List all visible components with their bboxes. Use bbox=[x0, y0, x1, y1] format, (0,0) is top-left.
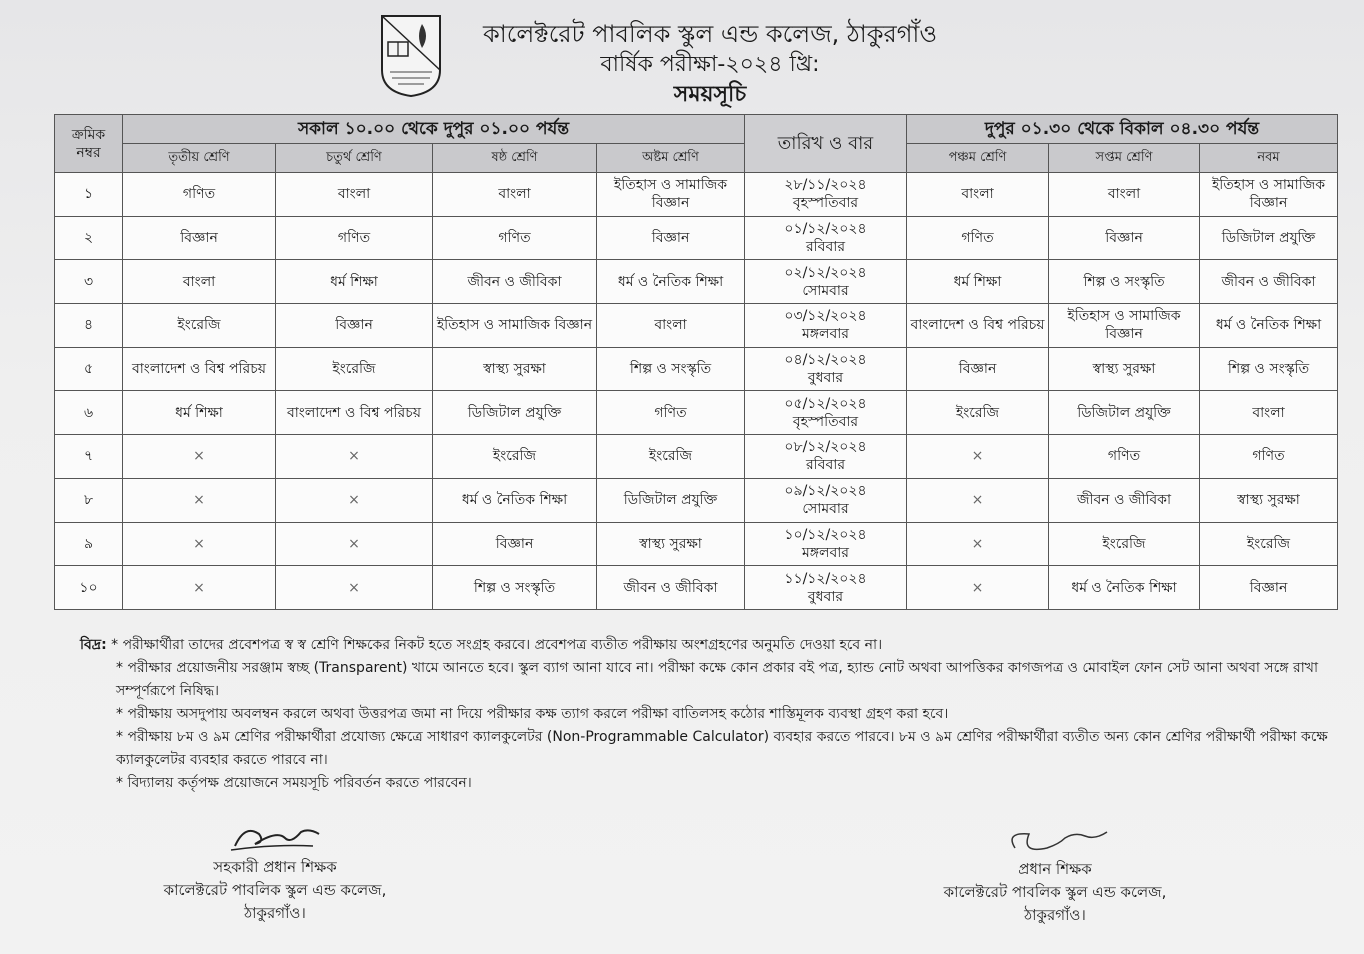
exam-day: বৃহস্পতিবার bbox=[792, 195, 859, 212]
subject-cell: জীবন ও জীবিকা bbox=[1200, 260, 1338, 304]
class-header: পঞ্চম শ্রেণি bbox=[907, 144, 1049, 173]
subject-cell: জীবন ও জীবিকা bbox=[1049, 478, 1200, 522]
subject-cell: ধর্ম শিক্ষা bbox=[123, 391, 276, 435]
subject-cell: ডিজিটাল প্রযুক্তি bbox=[597, 478, 745, 522]
subject-cell: ইংরেজি bbox=[1049, 522, 1200, 566]
subject-cell: গণিত bbox=[907, 216, 1049, 260]
subject-cell: শিল্প ও সংস্কৃতি bbox=[433, 566, 597, 610]
date-cell bbox=[745, 304, 907, 348]
subject-cell: জীবন ও জীবিকা bbox=[597, 566, 745, 610]
subject-cell: × bbox=[276, 435, 433, 479]
signatory-org: কালেক্টরেট পাবলিক স্কুল এন্ড কলেজ, bbox=[943, 883, 1167, 901]
serial-cell: ৩ bbox=[55, 260, 123, 304]
subject-cell: ইংরেজি bbox=[433, 435, 597, 479]
exam-day: সোমবার bbox=[802, 282, 849, 299]
date-header: তারিখ ও বার bbox=[745, 115, 907, 173]
note-item: * বিদ্যালয় কর্তৃপক্ষ প্রয়োজনে সময়সূচি পরিবর্তন করতে পারবেন। bbox=[116, 775, 472, 791]
exam-day: মঙ্গলবার bbox=[801, 326, 850, 343]
title-block bbox=[440, 18, 980, 110]
subject-cell: × bbox=[276, 478, 433, 522]
schedule-row bbox=[55, 260, 1338, 304]
subject-cell: বিজ্ঞান bbox=[433, 522, 597, 566]
date-cell bbox=[745, 566, 907, 610]
subject-cell: শিল্প ও সংস্কৃতি bbox=[597, 347, 745, 391]
subject-cell: ইতিহাস ও সামাজিক বিজ্ঞান bbox=[1049, 304, 1200, 348]
subject-cell: ডিজিটাল প্রযুক্তি bbox=[1049, 391, 1200, 435]
class-header: অষ্টম শ্রেণি bbox=[597, 144, 745, 173]
exam-date: ১১/১২/২০২৪ bbox=[784, 570, 867, 587]
subject-cell: গণিত bbox=[1049, 435, 1200, 479]
subject-cell: বাংলাদেশ ও বিশ্ব পরিচয় bbox=[907, 304, 1049, 348]
subject-cell: বিজ্ঞান bbox=[907, 347, 1049, 391]
date-cell bbox=[745, 391, 907, 435]
subject-cell: শিল্প ও সংস্কৃতি bbox=[1049, 260, 1200, 304]
exam-day: বৃহস্পতিবার bbox=[792, 413, 859, 430]
assistant-head-signature-block bbox=[150, 820, 400, 925]
subject-cell: স্বাস্থ্য সুরক্ষা bbox=[597, 522, 745, 566]
subject-cell: × bbox=[907, 435, 1049, 479]
subject-cell: ইতিহাস ও সামাজিক বিজ্ঞান bbox=[597, 173, 745, 217]
subject-cell: ইতিহাস ও সামাজিক বিজ্ঞান bbox=[433, 304, 597, 348]
afternoon-session-header: দুপুর ০১.৩০ থেকে বিকাল ০৪.৩০ পর্যন্ত bbox=[907, 115, 1338, 144]
signatory-place: ঠাকুরগাঁও। bbox=[1024, 906, 1086, 924]
subject-cell: বাংলাদেশ ও বিশ্ব পরিচয় bbox=[276, 391, 433, 435]
subject-cell: ইংরেজি bbox=[123, 304, 276, 348]
signatory-title: প্রধান শিক্ষক bbox=[1018, 860, 1092, 878]
date-cell bbox=[745, 478, 907, 522]
exam-day: রবিবার bbox=[805, 457, 846, 474]
notes-section bbox=[80, 634, 1330, 795]
date-cell bbox=[745, 260, 907, 304]
notes-label: বিদ্র: bbox=[80, 637, 107, 653]
subject-cell: শিল্প ও সংস্কৃতি bbox=[1200, 347, 1338, 391]
subject-cell: × bbox=[123, 435, 276, 479]
serial-cell: ৪ bbox=[55, 304, 123, 348]
date-cell bbox=[745, 435, 907, 479]
subject-cell: ডিজিটাল প্রযুক্তি bbox=[1200, 216, 1338, 260]
note-item: * পরীক্ষায় ৮ম ও ৯ম শ্রেণির পরীক্ষার্থীরা প্রযোজ্য ক্ষেত্রে সাধারণ ক্যালকুলেটর (Non-Programmable Calculator) ব্যবহার করতে পারবে। ৮ম ও ৯ম শ্রেণির পরীক্ষার্থীরা ব্যতীত অন্য কোন শ্রেণির পরীক্ষার্থী পরীক্ষা কক্ষে ক্যালকুলেটর ব্যবহার করতে পারবে না। bbox=[116, 729, 1328, 768]
head-teacher-signature-block bbox=[930, 826, 1180, 927]
subject-cell: × bbox=[123, 566, 276, 610]
serial-cell: ১ bbox=[55, 173, 123, 217]
subject-cell: বাংলা bbox=[1200, 391, 1338, 435]
subject-cell: × bbox=[123, 522, 276, 566]
subject-cell: গণিত bbox=[597, 391, 745, 435]
subject-cell: × bbox=[276, 566, 433, 610]
subject-cell: বাংলা bbox=[597, 304, 745, 348]
signature-mark bbox=[215, 820, 335, 856]
note-item: * পরীক্ষায় অসদুপায় অবলম্বন করলে অথবা উত্তরপত্র জমা না দিয়ে পরীক্ষার কক্ষ ত্যাগ করলে পরীক্ষা বাতিলসহ কঠোর শাস্তিমূলক ব্যবস্থা গ্রহণ করা হবে। bbox=[116, 706, 949, 722]
exam-schedule-table bbox=[54, 114, 1338, 610]
signatory-place: ঠাকুরগাঁও। bbox=[244, 904, 306, 922]
note-item bbox=[80, 634, 1330, 657]
subject-cell: স্বাস্থ্য সুরক্ষা bbox=[433, 347, 597, 391]
schedule-row bbox=[55, 216, 1338, 260]
subject-cell: বিজ্ঞান bbox=[597, 216, 745, 260]
exam-date: ০৫/১২/২০২৪ bbox=[784, 395, 867, 412]
date-cell bbox=[745, 173, 907, 217]
note-text: * পরীক্ষার্থীরা তাদের প্রবেশপত্র স্ব স্ব শ্রেণি শিক্ষকের নিকট হতে সংগ্রহ করবে। প্রবেশপত্র ব্যতীত পরীক্ষায় অংশগ্রহণের অনুমতি দেওয়া হবে না। bbox=[111, 637, 883, 653]
subject-cell: বিজ্ঞান bbox=[276, 304, 433, 348]
exam-day: সোমবার bbox=[802, 501, 849, 518]
schedule-body bbox=[55, 173, 1338, 610]
exam-date: ০৩/১২/২০২৪ bbox=[784, 308, 867, 325]
exam-day: বুধবার bbox=[807, 370, 844, 387]
subject-cell: বিজ্ঞান bbox=[123, 216, 276, 260]
date-cell bbox=[745, 216, 907, 260]
subject-cell: গণিত bbox=[1200, 435, 1338, 479]
exam-day: বুধবার bbox=[807, 588, 844, 605]
subject-cell: বাংলা bbox=[907, 173, 1049, 217]
exam-day: মঙ্গলবার bbox=[801, 544, 850, 561]
schedule-row bbox=[55, 478, 1338, 522]
document-header bbox=[0, 6, 1364, 116]
morning-session-header: সকাল ১০.০০ থেকে দুপুর ০১.০০ পর্যন্ত bbox=[123, 115, 745, 144]
schedule-row bbox=[55, 173, 1338, 217]
subject-cell: বাংলা bbox=[276, 173, 433, 217]
serial-cell: ৬ bbox=[55, 391, 123, 435]
subject-cell: ইংরেজি bbox=[907, 391, 1049, 435]
subject-cell: গণিত bbox=[433, 216, 597, 260]
serial-cell: ২ bbox=[55, 216, 123, 260]
subject-cell: ধর্ম শিক্ষা bbox=[276, 260, 433, 304]
exam-date: ০২/১২/২০২৪ bbox=[784, 264, 867, 281]
class-header: তৃতীয় শ্রেণি bbox=[123, 144, 276, 173]
serial-cell: ৯ bbox=[55, 522, 123, 566]
exam-title: বার্ষিক পরীক্ষা-২০২৪ খ্রি: bbox=[600, 52, 820, 77]
exam-date: ০৯/১২/২০২৪ bbox=[784, 483, 867, 500]
schedule-title: সময়সূচি bbox=[673, 82, 747, 107]
subject-cell: ধর্ম শিক্ষা bbox=[907, 260, 1049, 304]
subject-cell: ধর্ম ও নৈতিক শিক্ষা bbox=[597, 260, 745, 304]
exam-date: ২৮/১১/২০২৪ bbox=[784, 177, 867, 194]
class-header: চতুর্থ শ্রেণি bbox=[276, 144, 433, 173]
date-cell bbox=[745, 347, 907, 391]
subject-cell: ধর্ম ও নৈতিক শিক্ষা bbox=[1049, 566, 1200, 610]
school-logo bbox=[378, 12, 444, 98]
serial-cell: ১০ bbox=[55, 566, 123, 610]
exam-date: ০১/১২/২০২৪ bbox=[784, 221, 867, 238]
subject-cell: ডিজিটাল প্রযুক্তি bbox=[433, 391, 597, 435]
signatory-org: কালেক্টরেট পাবলিক স্কুল এন্ড কলেজ, bbox=[163, 881, 387, 899]
subject-cell: বাংলাদেশ ও বিশ্ব পরিচয় bbox=[123, 347, 276, 391]
subject-cell: স্বাস্থ্য সুরক্ষা bbox=[1200, 478, 1338, 522]
serial-cell: ৫ bbox=[55, 347, 123, 391]
school-name: কালেক্টরেট পাবলিক স্কুল এন্ড কলেজ, ঠাকুরগাঁও bbox=[482, 20, 938, 48]
subject-cell: ইংরেজি bbox=[597, 435, 745, 479]
signatory-title: সহকারী প্রধান শিক্ষক bbox=[213, 858, 337, 876]
subject-cell: × bbox=[276, 522, 433, 566]
class-header: নবম bbox=[1200, 144, 1338, 173]
schedule-row bbox=[55, 522, 1338, 566]
subject-cell: × bbox=[907, 566, 1049, 610]
note-item: * পরীক্ষার প্রয়োজনীয় সরঞ্জাম স্বচ্ছ (Transparent) খামে আনতে হবে। স্কুল ব্যাগ আনা যাবে না। পরীক্ষা কক্ষে কোন প্রকার বই পত্র, হ্যান্ড নোট অথবা আপত্তিকর কাগজপত্র ও মোবাইল ফোন সেট আনা অথবা সঙ্গে রাখা সম্পূর্ণরূপে নিষিদ্ধ। bbox=[116, 660, 1319, 699]
class-header: সপ্তম শ্রেণি bbox=[1049, 144, 1200, 173]
serial-cell: ৮ bbox=[55, 478, 123, 522]
subject-cell: বাংলা bbox=[1049, 173, 1200, 217]
exam-day: রবিবার bbox=[805, 239, 846, 256]
schedule-row bbox=[55, 304, 1338, 348]
exam-date: ০৪/১২/২০২৪ bbox=[784, 352, 867, 369]
class-header: ষষ্ঠ শ্রেণি bbox=[433, 144, 597, 173]
serial-cell: ৭ bbox=[55, 435, 123, 479]
subject-cell: ইংরেজি bbox=[1200, 522, 1338, 566]
subject-cell: ইতিহাস ও সামাজিক বিজ্ঞান bbox=[1200, 173, 1338, 217]
subject-cell: বিজ্ঞান bbox=[1049, 216, 1200, 260]
subject-cell: গণিত bbox=[123, 173, 276, 217]
schedule-row bbox=[55, 566, 1338, 610]
subject-cell: ধর্ম ও নৈতিক শিক্ষা bbox=[433, 478, 597, 522]
exam-date: ০৮/১২/২০২৪ bbox=[784, 439, 867, 456]
subject-cell: × bbox=[907, 522, 1049, 566]
serial-header: ক্রমিক নম্বর bbox=[55, 115, 123, 173]
subject-cell: বাংলা bbox=[123, 260, 276, 304]
subject-cell: বাংলা bbox=[433, 173, 597, 217]
subject-cell: ধর্ম ও নৈতিক শিক্ষা bbox=[1200, 304, 1338, 348]
signature-mark bbox=[985, 826, 1125, 858]
subject-cell: গণিত bbox=[276, 216, 433, 260]
schedule-row bbox=[55, 347, 1338, 391]
subject-cell: স্বাস্থ্য সুরক্ষা bbox=[1049, 347, 1200, 391]
subject-cell: বিজ্ঞান bbox=[1200, 566, 1338, 610]
subject-cell: × bbox=[907, 478, 1049, 522]
subject-cell: জীবন ও জীবিকা bbox=[433, 260, 597, 304]
exam-date: ১০/১২/২০২৪ bbox=[784, 526, 867, 543]
schedule-row bbox=[55, 391, 1338, 435]
subject-cell: × bbox=[123, 478, 276, 522]
schedule-row bbox=[55, 435, 1338, 479]
date-cell bbox=[745, 522, 907, 566]
subject-cell: ইংরেজি bbox=[276, 347, 433, 391]
